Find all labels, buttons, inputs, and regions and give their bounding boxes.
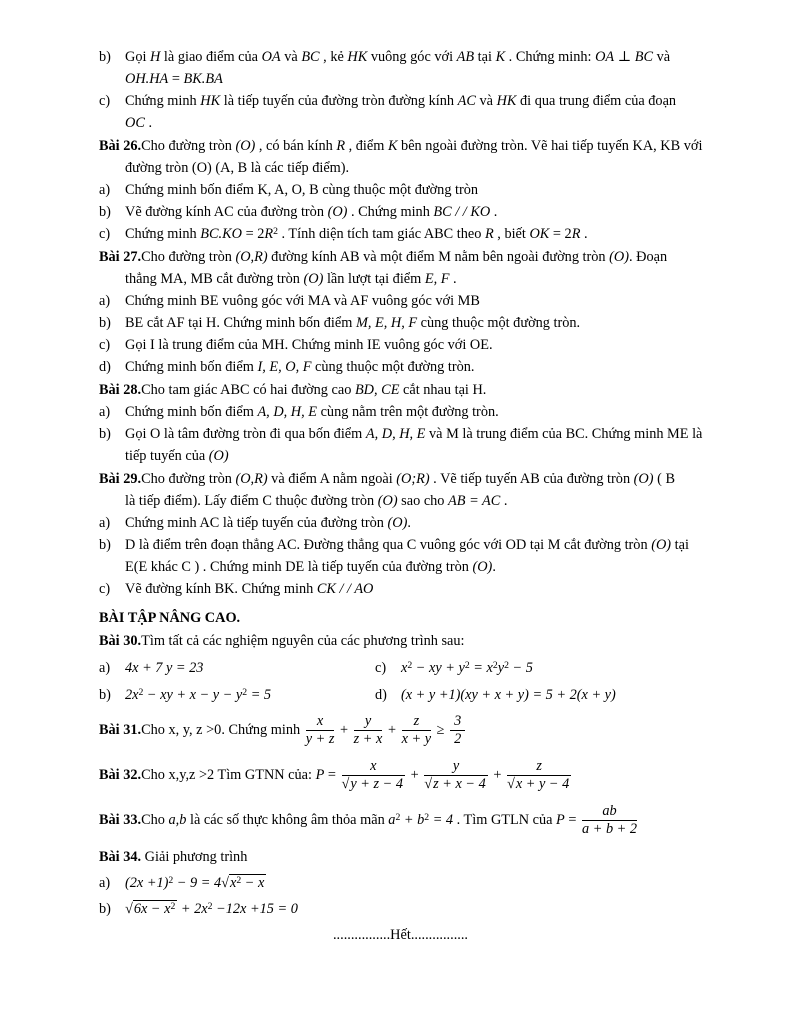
- math-text: (O): [633, 471, 654, 487]
- item-line: a) Chứng minh BE vuông góc với MA và AF vuông góc với MB: [99, 290, 782, 312]
- fraction-numerator: [424, 759, 488, 776]
- superscript: 2: [273, 225, 278, 237]
- continuation-line: OC .: [125, 115, 153, 131]
- fraction-numerator: [342, 759, 406, 776]
- problem-number: Bài 32.: [99, 767, 142, 784]
- math-text: y: [364, 713, 372, 729]
- math-text: + b: [400, 811, 425, 828]
- problem-number: Bài 33.: [99, 811, 142, 828]
- item-label: a): [99, 874, 111, 891]
- radicand: [133, 900, 178, 917]
- math-text: x + y − 4: [515, 776, 570, 793]
- item-label: a): [99, 293, 111, 309]
- item-label: b): [99, 315, 111, 331]
- item-label: c): [99, 93, 111, 109]
- math-text: 2x: [125, 687, 139, 703]
- item-line: c) Gọi I là trung điểm của MH. Chứng minh IE vuông góc với OE.: [99, 334, 782, 356]
- fraction-numerator: [582, 804, 637, 821]
- continuation-line: đường tròn (O) (A, B là các tiếp điểm).: [125, 160, 350, 176]
- item-line: b) Gọi H là giao điểm của OA và BC , kẻ HK vuông góc với AB tại K . Chứng minh: OA ⊥ BC và: [99, 46, 782, 68]
- math-text: OH.HA: [125, 71, 169, 87]
- math-text: A, D, H, E: [365, 426, 426, 442]
- problem-number: Bài 29.: [99, 471, 142, 487]
- fraction-denominator: [402, 731, 432, 747]
- fraction: [304, 714, 337, 748]
- superscript: 2: [424, 811, 430, 823]
- math-text: H: [150, 49, 161, 65]
- item-label: a): [99, 515, 111, 531]
- fraction-denominator: [342, 776, 406, 792]
- math-text: (O): [387, 515, 408, 531]
- math-text: BC: [301, 49, 320, 65]
- math-text: − xy + x − y − y: [143, 687, 243, 703]
- superscript: 2: [395, 811, 401, 823]
- math-text: (O,R): [235, 249, 268, 265]
- fraction: [448, 714, 467, 748]
- math-text: HK: [347, 49, 368, 65]
- math-text: y: [497, 660, 505, 676]
- item-line: [99, 872, 782, 894]
- item-line: b) BE cắt AF tại H. Chứng minh bốn điểm M, E, H, F cùng thuộc một đường tròn.: [99, 312, 782, 334]
- math-text: z + x − 4: [433, 776, 486, 793]
- fraction-numerator: [402, 714, 432, 731]
- math-text: (O): [472, 559, 493, 575]
- math-text: CK / / AO: [316, 581, 374, 597]
- math-text: (O): [377, 493, 398, 509]
- math-text: −12x +15 = 0: [212, 900, 298, 917]
- item-label: a): [99, 182, 111, 198]
- superscript: 2: [464, 659, 470, 671]
- item-label: b): [99, 687, 111, 703]
- problem-number: Bài 27.: [99, 249, 142, 265]
- fraction-denominator: [354, 731, 383, 747]
- math-text: x: [370, 757, 377, 774]
- radicand: [229, 874, 266, 891]
- continuation-line: E(E khác C ) . Chứng minh DE là tiếp tuyến của đường tròn (O).: [125, 559, 496, 575]
- problem-line: Bài 28.Cho tam giác ABC có hai đường cao BD, CE cắt nhau tại H.: [99, 382, 487, 398]
- problem-number: Bài 28.: [99, 382, 142, 398]
- math-text: OC: [125, 115, 145, 131]
- item-line: b) Vẽ đường kính AC của đường tròn (O) . Chứng minh BC / / KO .: [99, 201, 782, 223]
- math-text: x: [316, 713, 324, 729]
- problem-number: Bài 26.: [99, 138, 142, 154]
- equation-row: [99, 684, 782, 706]
- item-line: b) D là điểm trên đoạn thẳng AC. Đường thẳng qua C vuông góc với OD tại M cắt đường tròn (O) tại: [99, 534, 782, 556]
- item-label: b): [99, 49, 111, 65]
- math-text: M, E, H, F: [355, 315, 418, 331]
- item-line: a) Chứng minh AC là tiếp tuyến của đường tròn (O).: [99, 512, 782, 534]
- continuation-line: là tiếp điểm). Lấy điểm C thuộc đường tròn (O) sao cho AB = AC .: [125, 493, 508, 509]
- math-text: (O): [208, 448, 229, 464]
- item-line: a) Chứng minh bốn điểm K, A, O, B cùng thuộc một đường tròn: [99, 179, 782, 201]
- item-line: [99, 898, 782, 920]
- math-text: (O): [303, 271, 324, 287]
- math-text: HK: [200, 93, 221, 109]
- math-text: y + z: [305, 731, 335, 748]
- math-text: ab: [602, 802, 617, 819]
- equation-cell: [99, 684, 375, 706]
- math-text: R: [484, 226, 494, 242]
- math-text: I, E, O, F: [257, 359, 312, 375]
- math-text: a + b + 2: [582, 821, 638, 838]
- radicand: [432, 775, 488, 792]
- math-text: x + y: [401, 731, 432, 748]
- radicand: [515, 775, 571, 792]
- item-label: c): [99, 581, 111, 597]
- square-root: [125, 900, 177, 917]
- fraction-denominator: [582, 821, 637, 837]
- math-text: (x + y +1)(xy + x + y) = 5 + 2(x + y): [401, 687, 616, 703]
- item-line: c) Chứng minh $BC.KO = 2R^2$ . Tính diện tích tam giác ABC theo R , biết OK = 2R .: [99, 223, 782, 245]
- fraction: [400, 714, 434, 748]
- item-label: a): [99, 660, 111, 676]
- fraction-numerator: [354, 714, 383, 731]
- square-root: [221, 874, 266, 891]
- math-text: BK.BA: [183, 71, 223, 87]
- item-label: c): [99, 226, 111, 242]
- math-text: BC: [634, 49, 654, 65]
- math-text: 6x − x: [133, 900, 171, 917]
- math-text: OA: [595, 49, 615, 65]
- superscript: 2: [407, 659, 413, 671]
- math-text: (O): [651, 537, 672, 553]
- math-text: − x: [241, 874, 265, 891]
- math-text: AC: [457, 93, 476, 109]
- math-text: z: [536, 757, 542, 774]
- math-text: − 5: [508, 660, 533, 676]
- item-line: b) Gọi O là tâm đường tròn đi qua bốn điểm A, D, H, E và M là trung điểm của BC. Chứng minh ME là: [99, 423, 782, 445]
- item-line: a) Chứng minh bốn điểm A, D, H, E cùng nằm trên một đường tròn.: [99, 401, 782, 423]
- equation-cell: [375, 684, 616, 706]
- problem-line: Bài 29.Cho đường tròn (O,R) và điểm A nằm ngoài (O;R) . Vẽ tiếp tuyến AB của đường tròn (O) ( B: [99, 471, 675, 487]
- math-text: y: [452, 757, 460, 774]
- problem-line: Bài 27.Cho đường tròn (O,R) đường kính AB và một điểm M nằm bên ngoài đường tròn (O). Đoạn: [99, 249, 668, 265]
- equation-cell: [375, 657, 533, 679]
- problem-number: Bài 30.: [99, 633, 142, 649]
- math-text: R: [336, 138, 346, 154]
- end-marker: ................Hết................: [332, 926, 469, 943]
- math-text: K: [495, 49, 506, 65]
- math-text: = 5: [247, 687, 272, 703]
- math-text: OA: [261, 49, 281, 65]
- section-heading: BÀI TẬP NÂNG CAO.: [99, 610, 241, 626]
- math-text: (O): [235, 138, 256, 154]
- fraction-numerator: 3: [450, 714, 465, 731]
- item-line: c) Vẽ đường kính BK. Chứng minh CK / / AO: [99, 578, 782, 600]
- problem-number: Bài 34.: [99, 848, 142, 865]
- math-text: BC / / KO: [433, 204, 491, 220]
- item-label: b): [99, 537, 111, 553]
- math-text: K: [387, 138, 398, 154]
- math-text: P: [556, 811, 565, 828]
- problem-line: Bài 31.Cho x, y, z >0. Chứng minh $\frac{x}{y + z}$ + $\frac{y}{z + x}$ + $\frac{z}{x + y}$ ≥ $\frac{3}{2}$: [99, 714, 782, 748]
- superscript: 2: [236, 874, 242, 886]
- math-text: y + z − 4: [350, 776, 404, 793]
- math-text: + 2x: [177, 900, 208, 917]
- fraction-numerator: [306, 714, 335, 731]
- superscript: 2: [242, 686, 248, 698]
- fraction-denominator: [424, 776, 488, 792]
- fraction-denominator: [507, 776, 571, 792]
- item-line: c) Chứng minh HK là tiếp tuyến của đường tròn đường kính AC và HK đi qua trung điểm của đoạn: [99, 90, 782, 112]
- superscript: 2: [138, 686, 144, 698]
- math-text: R: [264, 226, 274, 242]
- math-text: BC.KO: [200, 226, 242, 242]
- math-text: BD, CE: [354, 382, 400, 398]
- math-text: AB: [456, 49, 475, 65]
- fraction: [422, 759, 490, 793]
- math-text: z + x: [353, 731, 383, 748]
- fraction: [352, 714, 385, 748]
- equation-cell: [99, 657, 375, 679]
- square-root: [424, 775, 488, 792]
- math-text: a: [388, 811, 396, 828]
- item-label: d): [375, 687, 387, 703]
- item-label: a): [99, 404, 111, 420]
- fraction: [340, 759, 408, 793]
- item-label: b): [99, 900, 111, 917]
- superscript: 2: [207, 900, 213, 912]
- superscript: 2: [170, 900, 176, 912]
- math-text: = x: [469, 660, 493, 676]
- fraction-denominator: [306, 731, 335, 747]
- radicand: [349, 775, 405, 792]
- math-text: x: [230, 874, 237, 891]
- item-line: d) Chứng minh bốn điểm I, E, O, F cùng thuộc một đường tròn.: [99, 356, 782, 378]
- item-label: b): [99, 426, 111, 442]
- math-text: (O;R): [396, 471, 430, 487]
- math-text: 4x + 7 y = 23: [125, 660, 204, 676]
- math-text: E, F: [424, 271, 450, 287]
- superscript: 2: [168, 874, 174, 886]
- math-text: P: [315, 767, 325, 784]
- math-text: HK: [496, 93, 517, 109]
- math-text: z: [413, 713, 420, 729]
- problem-line: Bài 30.Tìm tất cả các nghiệm nguyên của các phương trình sau:: [99, 633, 465, 649]
- math-text: A, D, H, E: [257, 404, 318, 420]
- math-text: = 4: [429, 811, 454, 828]
- math-text: AB = AC: [448, 493, 501, 509]
- math-text: OK: [529, 226, 550, 242]
- item-label: d): [99, 359, 111, 375]
- problem-line: Bài 33.Cho a,b là các số thực không âm thỏa mãn $a^2 + b^2 = 4$ . Tìm GTLN của P = $\frac{ab}{a + b + 2}$: [99, 802, 638, 838]
- item-label: c): [375, 660, 387, 676]
- superscript: 2: [504, 659, 509, 671]
- square-root: [507, 775, 571, 792]
- superscript: 2: [492, 659, 498, 671]
- continuation-line: thẳng MA, MB cắt đường tròn (O) lần lượt tại điểm E, F .: [125, 271, 457, 287]
- problem-line: Bài 26.Cho đường tròn (O) , có bán kính R , điểm K bên ngoài đường tròn. Vẽ hai tiếp tuyến KA, KB với: [99, 138, 703, 154]
- item-label: c): [99, 337, 111, 353]
- math-text: − xy + y: [412, 660, 465, 676]
- item-label: b): [99, 204, 111, 220]
- equation-row: [99, 657, 782, 679]
- fraction-numerator: [507, 759, 571, 776]
- problem-number: Bài 31.: [99, 722, 142, 739]
- math-text: − 9 = 4: [173, 874, 222, 891]
- math-text: x: [401, 660, 408, 676]
- math-text: (O): [327, 204, 348, 220]
- square-root: [342, 775, 406, 792]
- fraction: [505, 759, 573, 793]
- math-text: R: [571, 226, 581, 242]
- fraction: [580, 804, 639, 838]
- math-text: a,b: [168, 811, 187, 828]
- fraction-denominator: 2: [454, 731, 462, 748]
- continuation-line: tiếp tuyến của (O): [125, 448, 229, 464]
- continuation-line: OH.HA = BK.BA: [125, 71, 223, 87]
- problem-line: Bài 32.Cho x,y,z >2 Tìm GTNN của: P = x √ y + z − 4 + y √ z + x − 4 + z √ x + y − 4: [99, 759, 782, 793]
- math-text: (O,R): [235, 471, 268, 487]
- problem-line: Bài 34. Giải phương trình: [99, 848, 248, 865]
- math-text: (2x +1): [125, 874, 169, 891]
- math-text: (O): [609, 249, 630, 265]
